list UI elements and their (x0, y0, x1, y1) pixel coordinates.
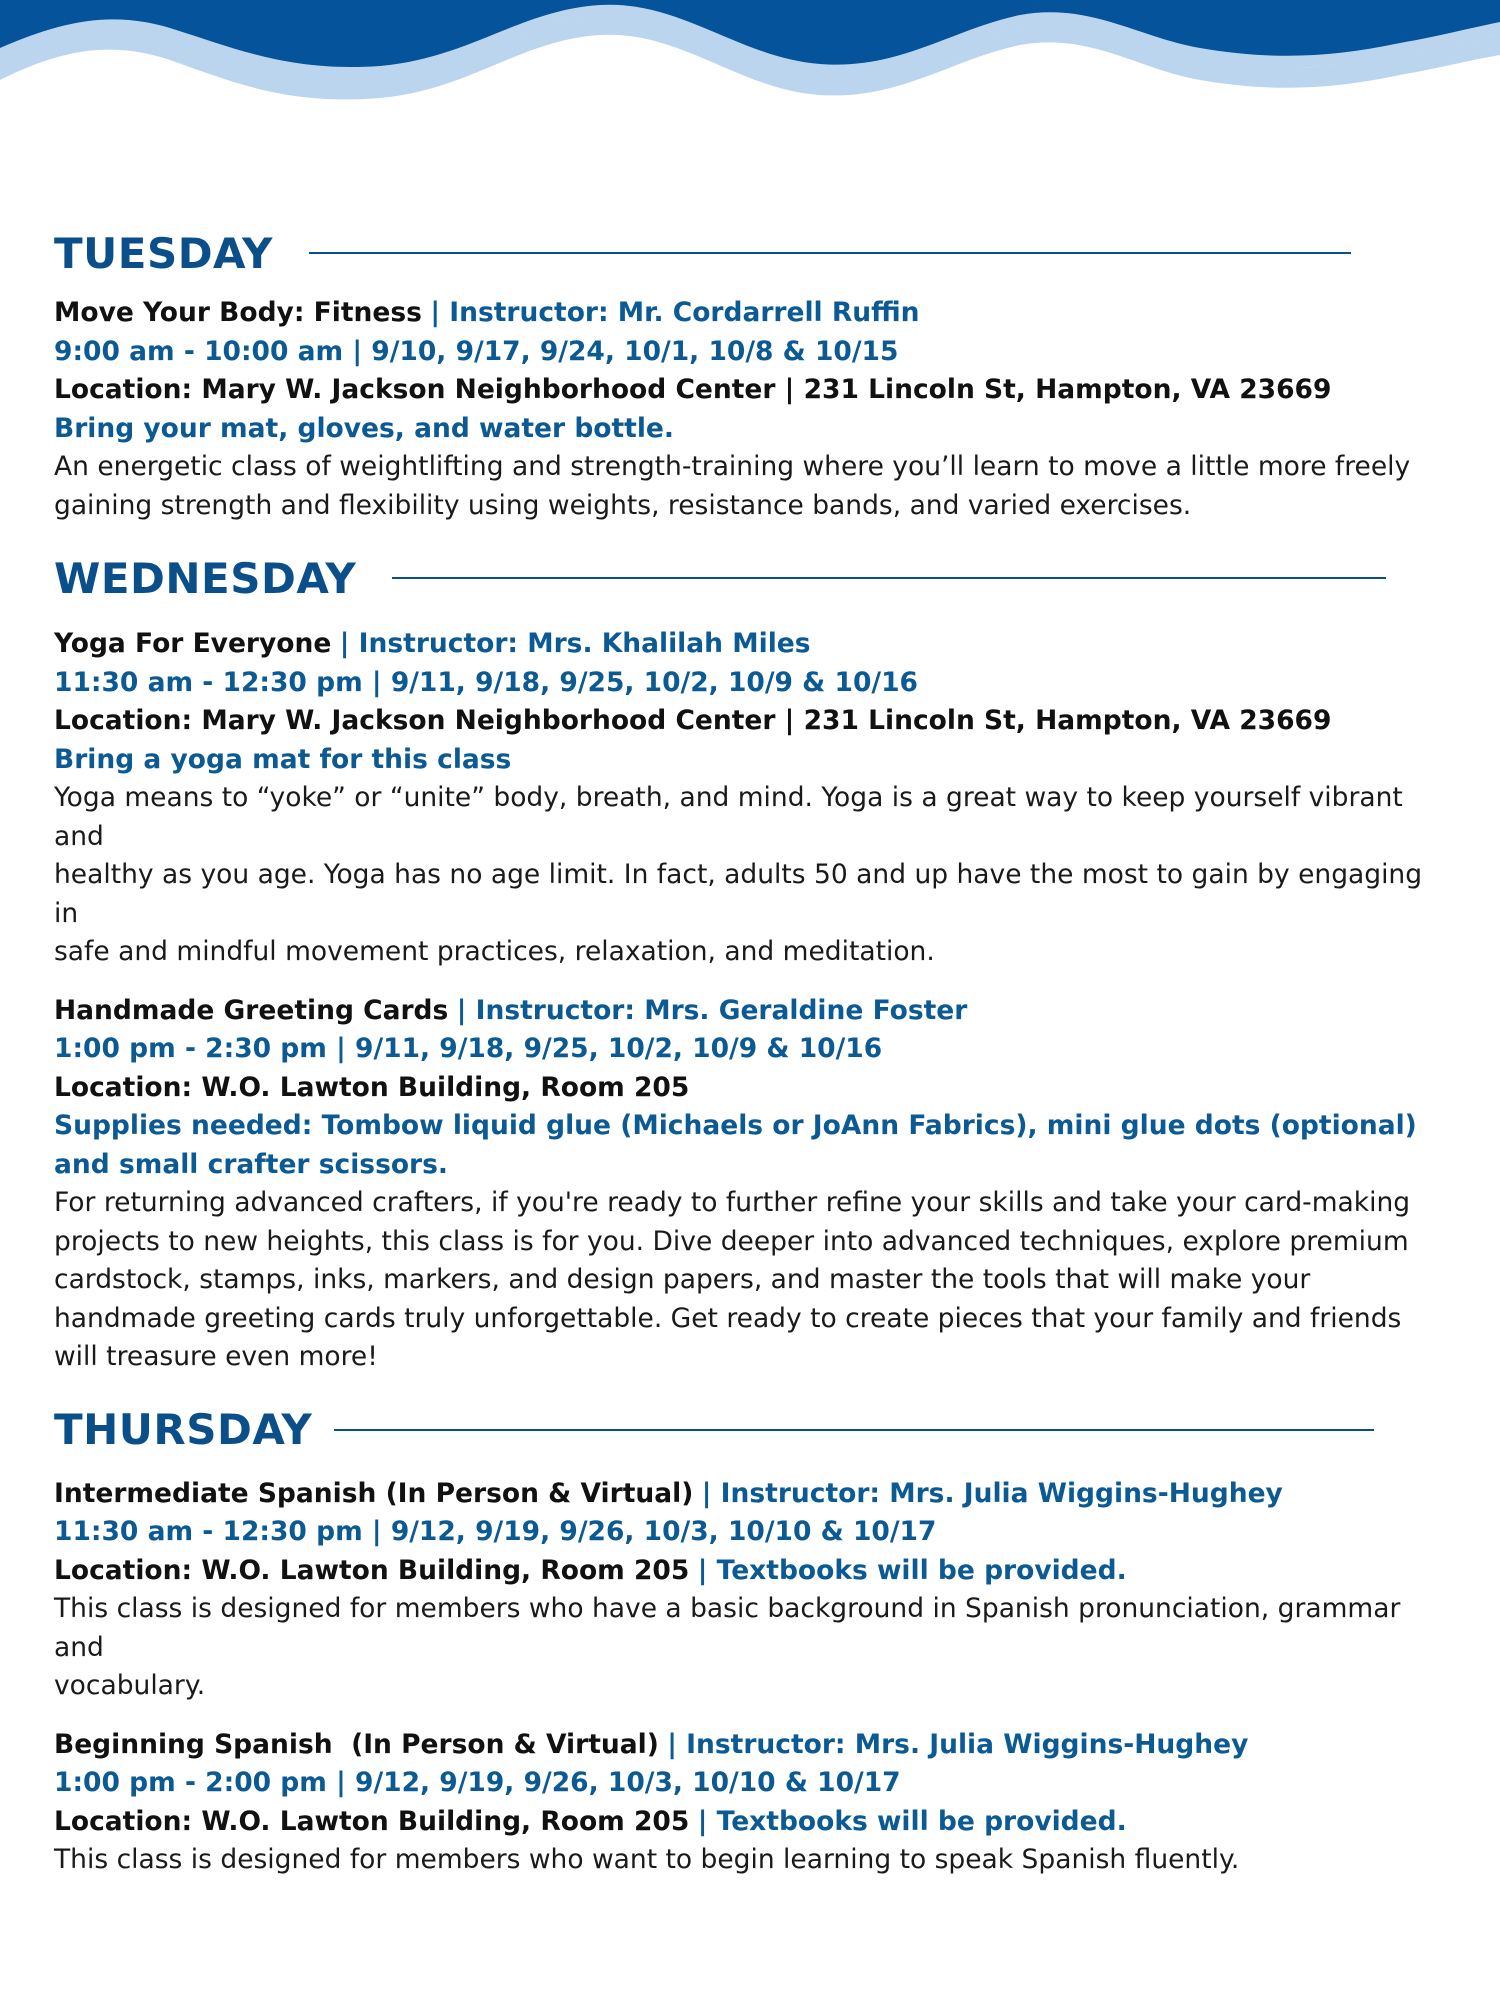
class-title-line (54, 294, 1454, 333)
class-instructor: | Instructor: Mrs. Khalilah Miles (339, 628, 811, 659)
class-description-line: safe and mindful movement practices, relaxation, and meditation. (54, 936, 935, 967)
class-entry (54, 294, 1454, 525)
class-note: Supplies needed: Tombow liquid glue (Michaels or JoAnn Fabrics), mini glue dots (optional) (54, 1110, 1417, 1141)
class-location: Location: W.O. Lawton Building, Room 205 (54, 1554, 690, 1586)
class-description-line: projects to new heights, this class is for you. Dive deeper into advanced techniques, explore premium (54, 1225, 1409, 1257)
class-schedule: 11:30 am - 12:30 pm | 9/11, 9/18, 9/25, 10/2, 10/9 & 10/16 (54, 666, 918, 698)
class-entry (54, 625, 1454, 972)
day-header (54, 549, 1454, 607)
class-schedule: 9:00 am - 10:00 am | 9/10, 9/17, 9/24, 10/1, 10/8 & 10/15 (54, 335, 899, 367)
class-location: Location: W.O. Lawton Building, Room 205 (54, 1071, 690, 1103)
class-location-note: | Textbooks will be provided. (697, 1805, 1127, 1837)
schedule-content (54, 224, 1454, 1880)
class-title: Yoga For Everyone (54, 628, 332, 659)
day-header (54, 224, 1454, 282)
class-note: Bring a yoga mat for this class (54, 743, 512, 775)
class-instructor: | Instructor: Mrs. Julia Wiggins-Hughey (667, 1728, 1249, 1760)
class-location-line (54, 1803, 1454, 1842)
class-schedule: 1:00 pm - 2:30 pm | 9/11, 9/18, 9/25, 10/2, 10/9 & 10/16 (54, 1033, 883, 1064)
class-description-line: handmade greeting cards truly unforgettable. Get ready to create pieces that your family and friends (54, 1302, 1402, 1334)
day-title: TUESDAY (54, 228, 273, 278)
class-title: Intermediate Spanish (In Person & Virtual) (54, 1477, 694, 1509)
class-schedule: 1:00 pm - 2:00 pm | 9/12, 9/19, 9/26, 10/3, 10/10 & 10/17 (54, 1767, 901, 1798)
class-location: Location: W.O. Lawton Building, Room 205 (54, 1805, 690, 1837)
day-header (54, 1401, 1454, 1459)
class-title: Beginning Spanish (In Person & Virtual) (54, 1728, 659, 1760)
section-divider-line (334, 1429, 1374, 1431)
class-note: and small crafter scissors. (54, 1148, 448, 1180)
class-description-line: cardstock, stamps, inks, markers, and design papers, and master the tools that will make your (54, 1264, 1311, 1295)
wave-header-decoration (0, 0, 1500, 110)
class-description-line: For returning advanced crafters, if you're ready to further refine your skills and take your card-making (54, 1187, 1411, 1218)
class-location: Location: Mary W. Jackson Neighborhood Center | 231 Lincoln St, Hampton, VA 23669 (54, 705, 1332, 736)
class-description-line: healthy as you age. Yoga has no age limit. In fact, adults 50 and up have the most to gain by engaging in (54, 859, 1423, 929)
class-description-line: Yoga means to “yoke” or “unite” body, breath, and mind. Yoga is a great way to keep yourself vibrant and (54, 782, 1403, 852)
class-entry (54, 992, 1454, 1377)
class-instructor: | Instructor: Mr. Cordarrell Ruffin (430, 297, 920, 328)
class-entry (54, 1475, 1454, 1706)
class-title-line (54, 625, 1454, 664)
class-note: Bring your mat, gloves, and water bottle. (54, 412, 674, 444)
class-entry (54, 1726, 1454, 1880)
class-location: Location: Mary W. Jackson Neighborhood Center | 231 Lincoln St, Hampton, VA 23669 (54, 374, 1332, 405)
class-schedule: 11:30 am - 12:30 pm | 9/12, 9/19, 9/26, 10/3, 10/10 & 10/17 (54, 1516, 937, 1547)
section-divider-line (309, 252, 1351, 254)
class-instructor: | Instructor: Mrs. Geraldine Foster (456, 994, 968, 1026)
class-title-line (54, 992, 1454, 1031)
class-description-line: gaining strength and flexibility using weights, resistance bands, and varied exercises. (54, 489, 1192, 521)
class-title: Move Your Body: Fitness (54, 297, 422, 328)
section-divider-line (392, 577, 1386, 579)
class-title-line (54, 1475, 1454, 1514)
class-location-line (54, 1552, 1454, 1591)
day-title: THURSDAY (54, 1405, 313, 1454)
class-description-line: An energetic class of weightlifting and strength-training where you’ll learn to move a little more freely (54, 451, 1411, 482)
class-description-line: This class is designed for members who have a basic background in Spanish pronunciation, grammar and (54, 1593, 1401, 1663)
day-section-tuesday (54, 224, 1454, 525)
day-section-wednesday (54, 549, 1454, 1377)
class-title-line (54, 1726, 1454, 1765)
class-description-line: vocabulary. (54, 1670, 206, 1701)
class-title: Handmade Greeting Cards (54, 994, 449, 1026)
day-title: WEDNESDAY (54, 553, 357, 603)
day-section-thursday (54, 1401, 1454, 1880)
class-instructor: | Instructor: Mrs. Julia Wiggins-Hughey (701, 1477, 1283, 1509)
class-description-line: This class is designed for members who want to begin learning to speak Spanish fluently. (54, 1844, 1240, 1875)
class-location-note: | Textbooks will be provided. (697, 1554, 1127, 1586)
class-description-line: will treasure even more! (54, 1341, 378, 1372)
